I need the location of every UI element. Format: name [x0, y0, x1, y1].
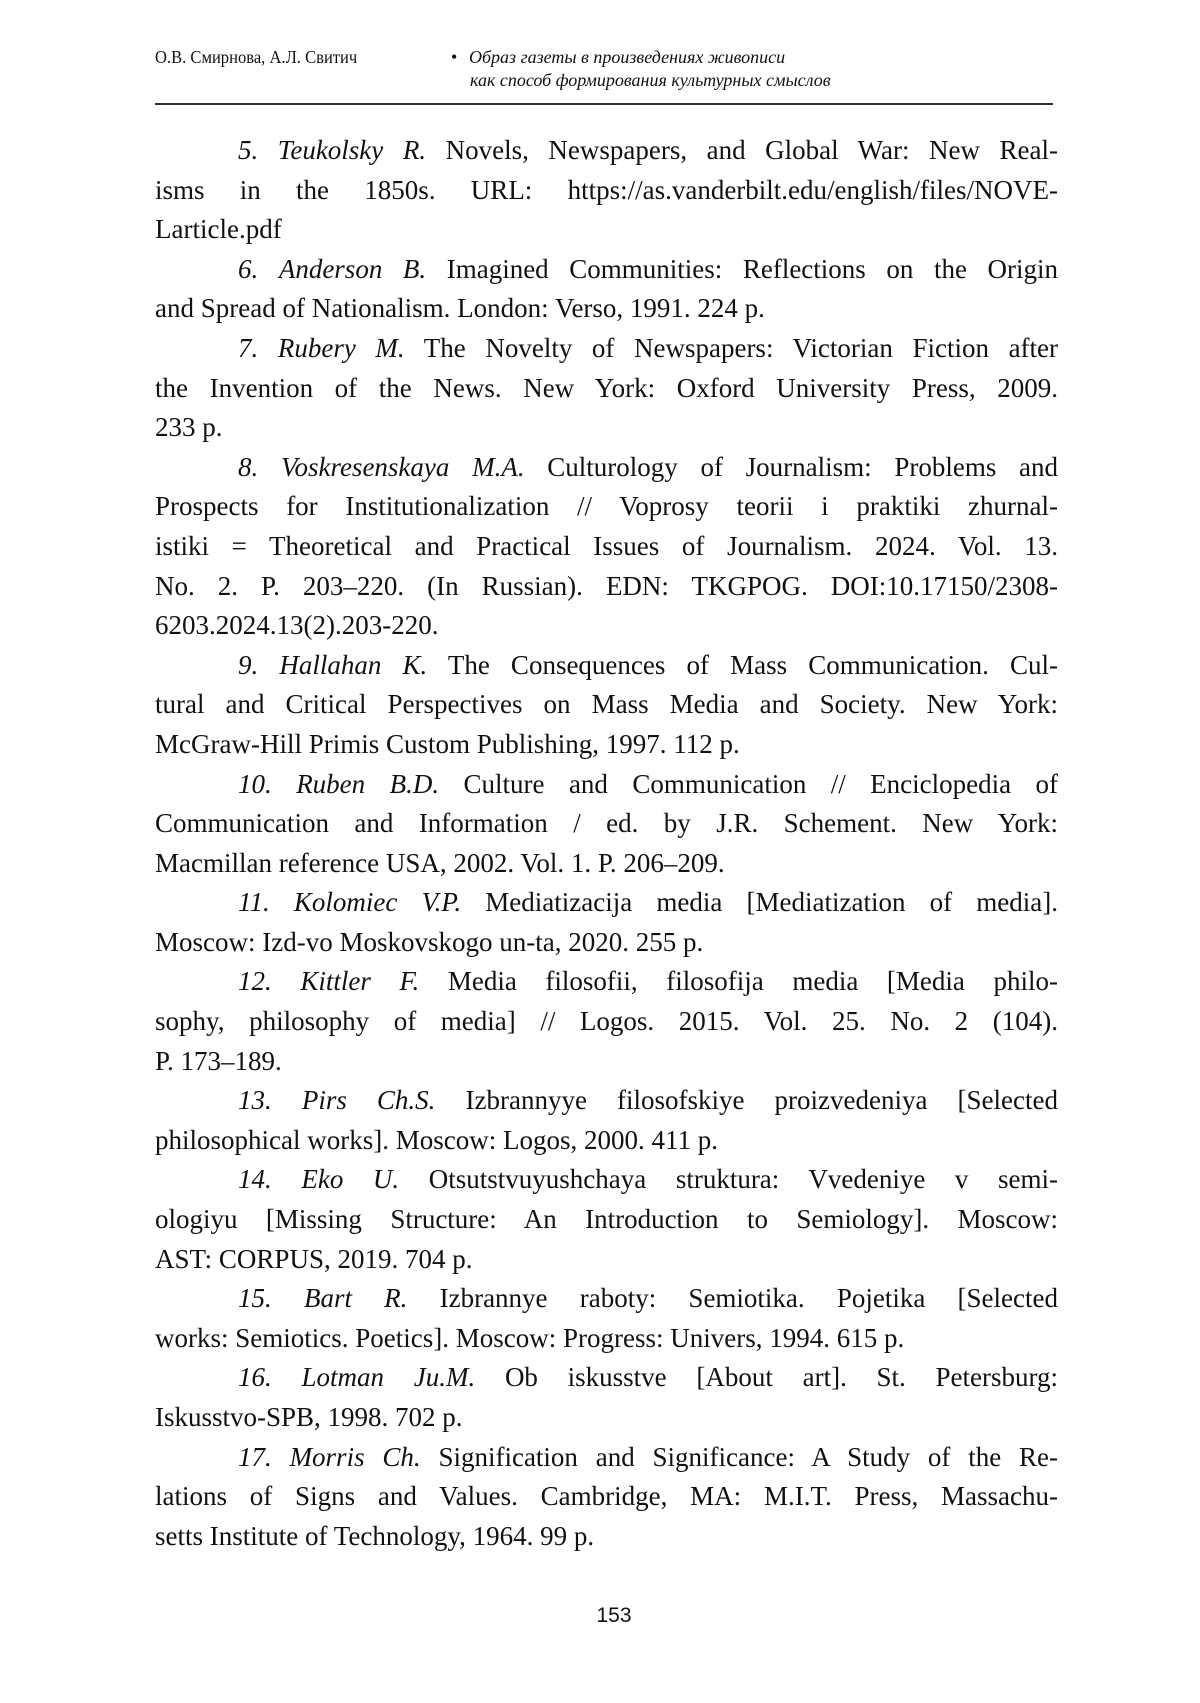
reference-line: [155, 725, 1058, 765]
reference-number: 12.: [238, 966, 272, 997]
reference-text: Communication and Information / ed. by J.R. Schement. New York:: [155, 808, 1058, 839]
reference-line: [155, 1358, 1058, 1398]
reference-author: Lotman Ju.M.: [301, 1362, 476, 1393]
reference-text: and Spread of Nationalism. London: Verso, 1991. 224 p.: [155, 293, 765, 324]
reference-item: [155, 765, 1058, 884]
reference-text: works: Semiotics. Poetics]. Moscow: Progress: Univers, 1994. 615 p.: [155, 1322, 905, 1353]
reference-text: P. 173–189.: [155, 1045, 282, 1076]
reference-text: 233 p.: [155, 412, 223, 443]
reference-item: [155, 962, 1058, 1081]
reference-text: McGraw-Hill Primis Custom Publishing, 1997. 112 p.: [155, 728, 740, 759]
reference-text: AST: CORPUS, 2019. 704 p.: [155, 1243, 473, 1274]
reference-item: [155, 883, 1058, 962]
reference-number: 14.: [238, 1164, 272, 1195]
reference-number: 13.: [238, 1085, 272, 1116]
reference-text: sophy, philosophy of media] // Logos. 2015. Vol. 25. No. 2 (104).: [155, 1006, 1058, 1037]
reference-text: Prospects for Institutionalization // Voprosy teorii i praktiki zhurnal-: [155, 491, 1058, 522]
reference-line: [155, 1240, 1058, 1280]
header-title-line1: Образ газеты в произведениях живописи: [469, 47, 786, 67]
reference-line: [155, 962, 1058, 1002]
reference-text: tural and Critical Perspectives on Mass Media and Society. New York:: [155, 689, 1058, 720]
reference-line: [155, 1002, 1058, 1042]
reference-text: Culturology of Journalism: Problems and: [547, 451, 1059, 482]
reference-line: [155, 289, 1058, 329]
header-rule: [155, 103, 1053, 105]
reference-text: istiki = Theoretical and Practical Issues of Journalism. 2024. Vol. 13.: [155, 530, 1058, 561]
reference-text: lations of Signs and Values. Cambridge, MA: M.I.T. Press, Massachu-: [155, 1481, 1058, 1512]
reference-line: [155, 171, 1058, 211]
reference-number: 8.: [238, 451, 259, 482]
reference-text: No. 2. P. 203–220. (In Russian). EDN: TKGPOG. DOI:10.17150/2308-: [155, 570, 1058, 601]
reference-line: [155, 1279, 1058, 1319]
reference-line: [155, 1398, 1058, 1438]
reference-text: Mediatizacija media [Mediatization of media].: [485, 887, 1058, 918]
reference-line: [155, 883, 1058, 923]
reference-line: [155, 1200, 1058, 1240]
reference-line: [155, 250, 1058, 290]
reference-number: 5.: [238, 135, 259, 165]
reference-number: 10.: [238, 768, 272, 799]
reference-item: [155, 1279, 1058, 1358]
reference-line: [155, 527, 1058, 567]
reference-author: Voskresenskaya M.A.: [280, 451, 525, 482]
reference-line: [155, 685, 1058, 725]
reference-text: Novels, Newspapers, and Global War: New Real-: [445, 135, 1059, 165]
reference-text: isms in the 1850s. URL: https://as.vanderbilt.edu/english/files/NOVE-: [155, 174, 1058, 205]
header-title-line2: как способ формирования культурных смыслов: [470, 70, 831, 90]
reference-line: [155, 804, 1058, 844]
reference-author: Pirs Ch.S.: [301, 1085, 436, 1116]
reference-text: The Consequences of Mass Communication. Cul-: [447, 649, 1059, 680]
reference-author: Hallahan K.: [279, 649, 428, 680]
reference-text: setts Institute of Technology, 1964. 99 p.: [155, 1520, 595, 1551]
reference-text: Izbrannyye filosofskiye proizvedeniya [Selected: [465, 1085, 1059, 1116]
reference-item: [155, 646, 1058, 765]
reference-text: Signification and Significance: A Study of the Re-: [438, 1441, 1058, 1472]
reference-line: [155, 131, 1058, 171]
reference-text: The Novelty of Newspapers: Victorian Fiction after: [423, 332, 1059, 363]
reference-line: [155, 408, 1058, 448]
reference-line: [155, 567, 1058, 607]
reference-item: [155, 1358, 1058, 1437]
reference-line: [155, 487, 1058, 527]
reference-line: [155, 606, 1058, 646]
reference-number: 7.: [238, 332, 259, 363]
reference-item: [155, 448, 1058, 646]
reference-text: 6203.2024.13(2).203-220.: [155, 610, 439, 641]
reference-line: [155, 1438, 1058, 1478]
reference-number: 17.: [238, 1441, 272, 1472]
reference-line: [155, 1121, 1058, 1161]
reference-line: [155, 448, 1058, 488]
reference-line: [155, 646, 1058, 686]
reference-text: Otsutstvuyushchaya struktura: Vvedeniye v semi-: [428, 1164, 1059, 1195]
reference-text: Macmillan reference USA, 2002. Vol. 1. P. 206–209.: [155, 847, 725, 878]
reference-item: [155, 131, 1058, 250]
reference-text: Imagined Communities: Reflections on the Origin: [446, 253, 1059, 284]
reference-text: Larticle.pdf: [155, 214, 282, 245]
reference-number: 11.: [238, 887, 270, 918]
reference-list: [155, 131, 1058, 1556]
reference-author: Ruben B.D.: [296, 768, 440, 799]
reference-number: 16.: [238, 1362, 272, 1393]
reference-text: Media filosofii, filosofija media [Media philo-: [447, 966, 1058, 997]
reference-author: Rubery M.: [277, 332, 405, 363]
reference-author: Morris Ch.: [289, 1441, 421, 1472]
reference-text: the Invention of the News. New York: Oxford University Press, 2009.: [155, 372, 1058, 403]
reference-line: [155, 1160, 1058, 1200]
page-number: 153: [596, 1604, 632, 1627]
reference-author: Bart R.: [303, 1283, 408, 1314]
reference-text: Culture and Communication // Enciclopedia of: [463, 768, 1059, 799]
reference-line: [155, 1477, 1058, 1517]
reference-line: [155, 329, 1058, 369]
reference-number: 6.: [238, 253, 259, 284]
header-bullet: •: [451, 47, 458, 67]
reference-item: [155, 1438, 1058, 1557]
reference-line: [155, 210, 1058, 250]
reference-author: Eko U.: [301, 1164, 400, 1195]
reference-item: [155, 1160, 1058, 1279]
reference-text: Moscow: Izd-vo Moskovskogo un-ta, 2020. 255 p.: [155, 926, 704, 957]
reference-item: [155, 329, 1058, 448]
reference-line: [155, 369, 1058, 409]
reference-text: Izbrannye raboty: Semiotika. Pojetika [Selected: [439, 1283, 1058, 1314]
reference-item: [155, 250, 1058, 329]
reference-text: ologiyu [Missing Structure: An Introduction to Semiology]. Moscow:: [155, 1204, 1058, 1235]
reference-line: [155, 1081, 1058, 1121]
reference-number: 9.: [238, 649, 259, 680]
reference-text: Ob iskusstve [About art]. St. Petersburg:: [504, 1362, 1059, 1393]
reference-line: [155, 765, 1058, 805]
reference-line: [155, 844, 1058, 884]
header-authors: О.В. Смирнова, А.Л. Свитич: [155, 47, 358, 67]
reference-line: [155, 1517, 1058, 1557]
reference-author: Kolomiec V.P.: [293, 887, 462, 918]
reference-text: Iskusstvo-SPB, 1998. 702 p.: [155, 1402, 463, 1432]
reference-line: [155, 1319, 1058, 1359]
reference-author: Anderson B.: [278, 253, 427, 284]
reference-author: Kittler F.: [300, 966, 420, 997]
reference-item: [155, 1081, 1058, 1160]
reference-number: 15.: [238, 1283, 272, 1314]
reference-author: Teukolsky R.: [277, 135, 427, 165]
reference-line: [155, 923, 1058, 963]
reference-line: [155, 1042, 1058, 1082]
reference-text: philosophical works]. Moscow: Logos, 2000. 411 p.: [155, 1124, 718, 1155]
